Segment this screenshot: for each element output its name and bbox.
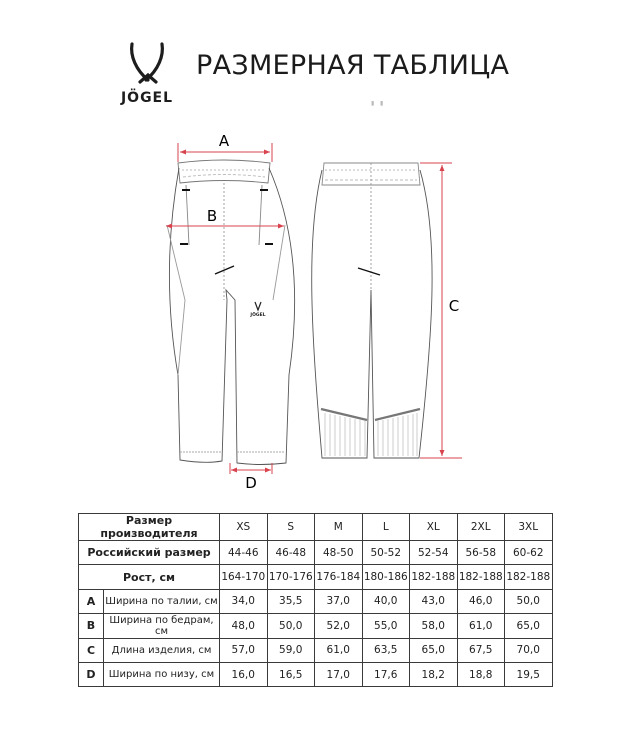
cell: 34,0	[220, 589, 268, 613]
dimension-label-b: B	[206, 207, 218, 225]
row-label: Ширина по талии, см	[104, 589, 220, 613]
cell: 59,0	[267, 638, 315, 662]
row-letter: D	[79, 662, 104, 686]
row-letter: B	[79, 614, 104, 638]
cell: L	[362, 514, 410, 541]
dimension-label-d: D	[245, 474, 257, 492]
row-letter: A	[79, 589, 104, 613]
dimension-lines	[166, 143, 462, 474]
pocket-markers	[180, 190, 273, 274]
cell: 50,0	[267, 614, 315, 638]
row-label: Длина изделия, см	[104, 638, 220, 662]
cell: 46,0	[457, 589, 505, 613]
cell: 70,0	[505, 638, 553, 662]
cell: 16,0	[220, 662, 268, 686]
cell: S	[267, 514, 315, 541]
cell: 61,0	[315, 638, 363, 662]
cell: 44-46	[220, 541, 268, 565]
dimension-label-a: A	[218, 132, 230, 150]
cell: 164-170	[220, 565, 268, 589]
cell: 19,5	[505, 662, 553, 686]
table-row-hip-width	[79, 614, 553, 638]
cell: 46-48	[267, 541, 315, 565]
cell: 180-186	[362, 565, 410, 589]
dimension-label-c: C	[448, 297, 460, 315]
cell: 48-50	[315, 541, 363, 565]
table-row-height	[79, 565, 553, 589]
back-cuff-ribbing	[325, 413, 417, 456]
table-row-length	[79, 638, 553, 662]
cell: 58,0	[410, 614, 458, 638]
page-title: РАЗМЕРНАЯ ТАБЛИЦА	[196, 50, 510, 81]
cell: 52,0	[315, 614, 363, 638]
cell: 18,2	[410, 662, 458, 686]
row-label: Рост, см	[79, 565, 220, 589]
row-label: Ширина по низу, см	[104, 662, 220, 686]
table-row-waist-width	[79, 589, 553, 613]
cell: 67,5	[457, 638, 505, 662]
cell: 50-52	[362, 541, 410, 565]
row-label: Размер производителя	[79, 514, 220, 541]
cell: 182-188	[505, 565, 553, 589]
cell: 3XL	[505, 514, 553, 541]
cell: 37,0	[315, 589, 363, 613]
row-label: Ширина по бедрам, см	[104, 614, 220, 638]
back-view-pants	[312, 163, 432, 458]
jogel-v-logo-icon	[126, 42, 168, 86]
cell: 56-58	[457, 541, 505, 565]
cell: 182-188	[457, 565, 505, 589]
cell: 182-188	[410, 565, 458, 589]
cell: 61,0	[457, 614, 505, 638]
cell: 63,5	[362, 638, 410, 662]
cell: XS	[220, 514, 268, 541]
cell: 2XL	[457, 514, 505, 541]
cell: 176-184	[315, 565, 363, 589]
cell: 65,0	[505, 614, 553, 638]
cell: 35,5	[267, 589, 315, 613]
cell: M	[315, 514, 363, 541]
table-row-russian-size	[79, 541, 553, 565]
front-leg-logo-icon	[255, 302, 261, 310]
row-label: Российский размер	[79, 541, 220, 565]
brand-logo	[112, 42, 182, 108]
cell: 65,0	[410, 638, 458, 662]
svg-text:JÖGEL: JÖGEL	[250, 313, 266, 318]
cell: 17,0	[315, 662, 363, 686]
cell: 52-54	[410, 541, 458, 565]
table-row-hem-width	[79, 662, 553, 686]
cell: 18,8	[457, 662, 505, 686]
decorative-marks: ▮ ▮	[371, 100, 384, 107]
cell: 43,0	[410, 589, 458, 613]
cell: 50,0	[505, 589, 553, 613]
brand-wordmark: JÖGEL	[120, 90, 174, 106]
cell: 16,5	[267, 662, 315, 686]
size-table	[78, 513, 553, 687]
cell: 17,6	[362, 662, 410, 686]
cell: XL	[410, 514, 458, 541]
cell: 60-62	[505, 541, 553, 565]
table-row-manufacturer-size	[79, 514, 553, 541]
cell: 170-176	[267, 565, 315, 589]
front-view-pants	[167, 160, 295, 465]
cell: 48,0	[220, 614, 268, 638]
cell: 40,0	[362, 589, 410, 613]
cell: 55,0	[362, 614, 410, 638]
row-letter: C	[79, 638, 104, 662]
cell: 57,0	[220, 638, 268, 662]
